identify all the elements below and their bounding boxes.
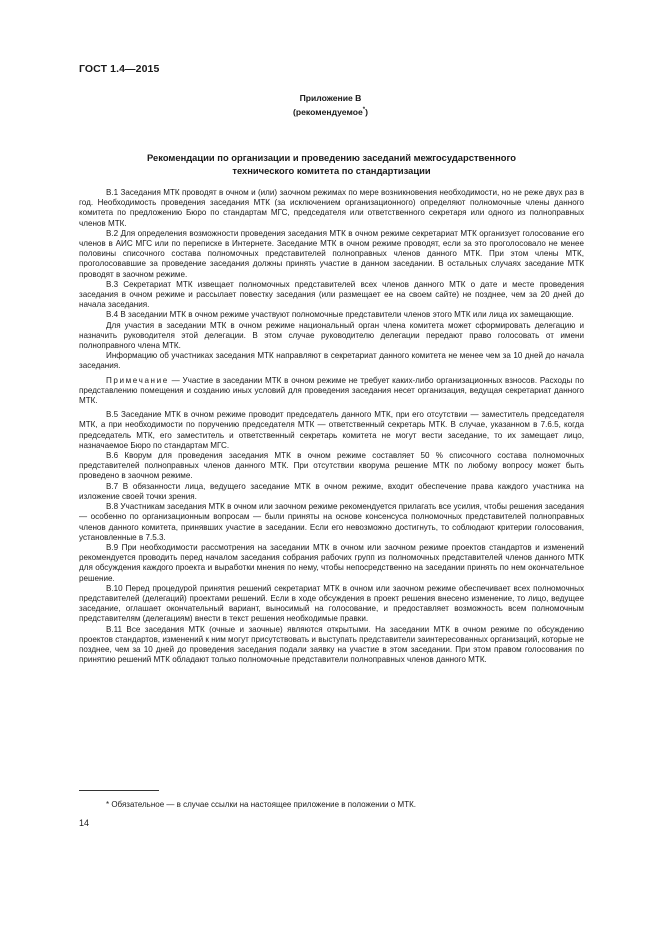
paragraph-b3: В.3 Секретариат МТК извещает полномочных представителей всех членов данного МТК о дате и месте проведения заседания в очном режиме и рассылает повестку заседания (или размещает ее на своем сайте) не позднее, чем за 20 дней до начала заседания. (79, 279, 584, 310)
appendix-heading (0, 92, 661, 118)
paragraph-participants-info: Информацию об участниках заседания МТК направляют в секретариат данного комитета не менее чем за 10 дней до начала заседания. (79, 351, 584, 371)
section-title-line-1: Рекомендации по организации и проведению заседаний межгосударственного (147, 152, 516, 163)
section-title-line-2: технического комитета по стандартизации (232, 164, 431, 176)
paragraph-b5: В.5 Заседание МТК в очном режиме проводит председатель данного МТК, при его отсутствии — заместитель председателя МТК, а при необходимости по поручению председателя МТК — ответственный секретарь МТК. В случае, указанном в 7.6.5, когда председатель МТК, его заместитель и ответственный секретарь комитета не могут вести заседание, то их замещает лицо, назначаемое Бюро по стандартам МГС. (79, 410, 584, 450)
paragraph-b1: В.1 Заседания МТК проводят в очном и (или) заочном режимах по мере возникновения необходимости, но не реже двух раз в год. Необходимость проведения заседания МТК (за исключением организационного) определяют полномочные члены данного комитета по предложению Бюро по стандартам МГС, председателя или ответственного секретаря или одного из полноправных членов МТК. (79, 188, 584, 228)
paragraph-b10: В.10 Перед процедурой принятия решений секретариат МТК в очном или заочном режиме обеспечивает всех полномочных представителей (делегаций) проектами решений. Если в ходе обсуждения в проект решения внесено изменение, то лицо, ведущее заседание, оглашает окончательный вариант, выносимый на голосование, и предоставляет возможность всем полномочным представителям (делегациям) внести в текст решения необходимые правки. (79, 583, 584, 624)
footnote-divider (79, 790, 159, 791)
appendix-label: Приложение В (299, 93, 362, 103)
note-text: — Участие в заседании МТК в очном режиме не требует каких-либо организационных взносов. Расходы по представлению помещения и созданию иных условий для проведения заседания несет организация, ведущая секретариат данного МТК. (79, 375, 584, 406)
paragraph-b8: В.8 Участникам заседания МТК в очном или заочном режиме рекомендуется прилагать все усилия, чтобы решения заседания — особенно по организационным вопросам — были приняты на основе консенсуса полномочных представителей полноправных членов данного комитета, принявших участие в заседании. Если его невозможно достигнуть, то соблюдают критерии голосования, установленные в 7.5.3. (79, 502, 584, 542)
paragraph-delegation: Для участия в заседании МТК в очном режиме национальный орган члена комитета может сформировать делегацию и назначить руководителя этой делегации. В этом случае руководителю делегации передают право голосовать от имени полноправного члена МТК. (79, 320, 584, 351)
page-number: 14 (79, 818, 90, 828)
document-body (79, 188, 584, 665)
paragraph-b6: В.6 Кворум для проведения заседания МТК в очном режиме составляет 50 % списочного состава полномочных представителей полноправных членов данного МТК. При отсутствии кворума решение МТК по любому вопросу может быть проведено в заочном режиме. (79, 451, 584, 481)
appendix-status-close: ) (365, 106, 368, 117)
document-code: ГОСТ 1.4—2015 (79, 63, 160, 75)
footnote-marker: * (362, 107, 366, 113)
appendix-status-text: (рекомендуемое (293, 106, 363, 117)
note-paragraph (79, 376, 584, 407)
section-title (79, 152, 584, 177)
footnote: * Обязательное — в случае ссылки на настоящее приложение в положении о МТК. (106, 800, 416, 809)
paragraph-b11: В.11 Все заседания МТК (очные и заочные) являются открытыми. На заседании МТК в очном режиме по обсуждению проектов стандартов, изменений к ним могут присутствовать и выступать представители заинтересованных организаций, которые не позднее, чем за 10 дней до проведения заседания подали заявку на участие в этом заседании. При этом правом голосования по принятию решений МТК обладают только полномочные представители полноправных членов данного МТК. (79, 624, 584, 665)
appendix-status (0, 104, 661, 118)
paragraph-b9: В.9 При необходимости рассмотрения на заседании МТК в очном или заочном режиме проектов стандартов и изменений рекомендуется проводить перед началом заседания собрания рабочих групп из полномочных представителей членов данного МТК для обсуждения каждого проекта и выработки мнения по нему, чтобы непосредственно на заседании принять по нем окончательное решение. (79, 542, 584, 583)
paragraph-b4: В.4 В заседании МТК в очном режиме участвуют полномочные представители членов этого МТК или лица их замещающие. (106, 310, 574, 320)
note-label: Примечание (106, 375, 169, 385)
paragraph-b7: В.7 В обязанности лица, ведущего заседание МТК в очном режиме, входит обеспечение права каждого участника на изложение своей точки зрения. (79, 481, 584, 501)
paragraph-b2: В.2 Для определения возможности проведения заседания МТК в очном режиме секретариат МТК организует голосование его членов в АИС МГС или по переписке в Интернете. Заседание МТК в очном режиме проводят, если за это проголосовало не менее половины списочного состава полномочных представителей полноправных членов данного МТК. При этом члены МТК, проголосовавшие за проведение заседания должны принять участие в данном заседании. В остальных случаях заседание МТК проводят в заочном режиме. (79, 228, 584, 279)
